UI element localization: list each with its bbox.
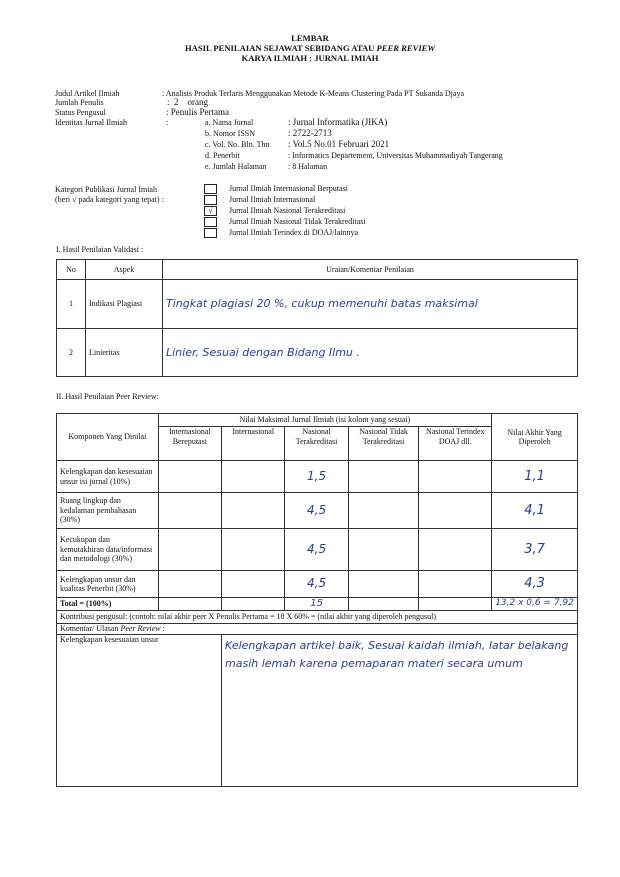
komentar-header: Komentar/ Ulasan Peer Review : [57, 624, 578, 635]
cell-empty [158, 493, 221, 529]
kategori-option-label: Jurnal Ilmiah Nasional Terakreditasi [229, 206, 346, 215]
akhir-header: Nilai Akhir Yang Diperoleh [492, 414, 578, 461]
status-value: : Penulis Pertama [166, 107, 229, 117]
cell-empty [158, 461, 221, 493]
row-akhir: 4,1 [492, 493, 578, 529]
row-akhir: 3,7 [492, 529, 578, 571]
judul-label: Judul Artikel Ilmiah [55, 89, 120, 98]
kategori-option-5[interactable] [204, 228, 358, 238]
kategori-label-2: (beri √ pada kategori yang tepat) : [55, 195, 164, 204]
cell-empty [419, 493, 492, 529]
row-no: 2 [57, 328, 86, 376]
identitas-colon: : [166, 118, 169, 127]
field-value-halaman: : 8 Halaman [288, 162, 328, 171]
sub-nasional-terindex: Nasional Terindex DOAJ dll. [419, 427, 492, 461]
komponen-header: Komponen Yang Dinilai [57, 414, 159, 461]
validasi-heading: I. Hasil Penilaian Validasi : [56, 245, 144, 254]
kategori-option-label: Jurnal Ilmiah Terindex di DOAJ/lainnya [229, 228, 359, 237]
identitas-label: Identitas Jurnal Ilmiah [55, 118, 127, 127]
kategori-option-label: Jurnal Ilmiah Internasional [229, 195, 316, 204]
row-komponen: Ruang lingkup dan kedalaman pembahasan (30%) [57, 493, 159, 529]
review-table [56, 413, 578, 787]
cell-empty [158, 529, 221, 571]
row-nasional: 4,5 [285, 529, 348, 571]
kategori-option-label: Jurnal Ilmiah Internasional Berputasi [229, 184, 348, 193]
kategori-option-4[interactable] [204, 217, 366, 227]
field-label-penerbit: d. Penerbit [205, 151, 240, 160]
review-heading: II. Hasil Penilaian Peer Review: [56, 392, 159, 401]
field-value-penerbit: : Informatics Departement, Universitas Muhammadiyah Tangerang [288, 151, 503, 160]
cell-empty [348, 529, 419, 571]
cell-empty [158, 571, 221, 598]
table-row [57, 461, 578, 493]
col-aspek-header: Aspek [86, 260, 163, 280]
checkbox[interactable] [204, 228, 217, 238]
cell-empty [222, 529, 285, 571]
row-komponen: Kelengkapan dan kesesuaian unsur isi jurnal (10%) [57, 461, 159, 493]
table-row [57, 328, 578, 376]
cell-empty [348, 461, 419, 493]
header-line-1: LEMBAR [291, 33, 329, 43]
cell-empty [348, 571, 419, 598]
row-akhir: 1,1 [492, 461, 578, 493]
header-line-3: KARYA ILMIAH : JURNAL IMIAH [241, 53, 379, 63]
nilai-header: Nilai Maksimal Jurnal Ilmiah (isi kolom yang sesuai) [158, 414, 492, 427]
row-akhir: 4,3 [492, 571, 578, 598]
cell-empty [222, 571, 285, 598]
checkbox-checked[interactable]: √ [204, 206, 217, 216]
row-comment: Linier, Sesuai dengan Bidang Ilmu . [163, 328, 578, 376]
sub-nasional-terakreditasi: Nasional Terakreditasi [285, 427, 348, 461]
row-komponen: Kelengkapan unsur dan kualitas Penerbit (30%) [57, 571, 159, 598]
row-nasional: 1,5 [285, 461, 348, 493]
total-row [57, 598, 578, 611]
row-nasional: 4,5 [285, 493, 348, 529]
total-nasional: 15 [285, 598, 348, 611]
field-value-vol: : Vol.5 No.01 Februari 2021 [288, 139, 390, 149]
kategori-option-1[interactable] [204, 184, 348, 194]
kategori-option-label: Jurnal Ilmiah Nasional Tidak Terakreditasi [229, 217, 366, 226]
judul-value: : Analisis Produk Terlaris Menggunakan Metode K-Means Clustering Pada PT Sukanda Djaya [162, 89, 464, 98]
kategori-label-1: Kategori Publikasi Jurnal Imiah [55, 185, 157, 194]
kontribusi-text: Kontribusi pengusul: (contoh: nilai akhir peer X Penulis Pertama = 18 X 60% = (nilai akhir yang diperoleh pengusul) [57, 611, 578, 624]
col-no-header: No [57, 260, 86, 280]
jumlah-value: : 2 orang [167, 97, 208, 107]
field-label-halaman: e. Jumlah Halaman [205, 162, 267, 171]
komentar-text: Kelengkapan artikel baik, Sesuai kaidah ilmiah, latar belakang masih lemah karena pemaparan materi secara umum [222, 634, 578, 786]
header-line-2: HASIL PENILAIAN SEJAWAT SEBIDANG ATAU PEER REVIEW [184, 43, 436, 53]
table-row [57, 280, 578, 328]
cell-empty [419, 461, 492, 493]
checkbox[interactable] [204, 195, 217, 205]
field-value-issn: : 2722-2713 [288, 128, 332, 138]
jumlah-label: Jumlah Penulis [55, 98, 104, 107]
cell-empty [419, 598, 492, 611]
cell-empty [419, 529, 492, 571]
cell-empty [222, 493, 285, 529]
sub-nasional-tidak-terakreditasi: Nasional Tidak Terakreditasi [348, 427, 419, 461]
cell-empty [419, 571, 492, 598]
komentar-label: Kelengkapan kesesuaian unsur [57, 634, 222, 786]
row-no: 1 [57, 280, 86, 328]
table-row [57, 493, 578, 529]
status-label: Status Pengusul [55, 108, 106, 117]
field-label-issn: b. Nomor ISSN [205, 129, 256, 138]
row-komponen: Kecukupan dan kemutakhiran data/informasi dan metodologi (30%) [57, 529, 159, 571]
field-label-vol: c. Vol. No. Bln. Thn [205, 140, 270, 149]
row-comment: Tingkat plagiasi 20 %, cukup memenuhi batas maksimal [163, 280, 578, 328]
row-nasional: 4,5 [285, 571, 348, 598]
checkbox[interactable] [204, 217, 217, 227]
sub-internasional: Internasional [222, 427, 285, 461]
total-akhir: 13,2 x 0,6 = 7,92 [492, 598, 578, 611]
total-label: Total = (100%) [57, 598, 159, 611]
table-row [57, 571, 578, 598]
cell-empty [222, 461, 285, 493]
kategori-option-2[interactable] [204, 195, 315, 205]
col-uraian-header: Uraian/Komentar Penilaian [163, 260, 578, 280]
field-label-nama: a. Nama Jurnal [205, 118, 254, 127]
cell-empty [348, 598, 419, 611]
field-value-nama: : Jurnal Informatika (JIKA) [288, 117, 388, 127]
table-row [57, 529, 578, 571]
sub-internasional-bereputasi: Internasional Bereputasi [158, 427, 221, 461]
kategori-option-3[interactable] [204, 206, 345, 216]
row-aspek: Indikasi Plagiasi [86, 280, 163, 328]
cell-empty [158, 598, 221, 611]
row-aspek: Linieritas [86, 328, 163, 376]
cell-empty [348, 493, 419, 529]
checkbox[interactable] [204, 184, 217, 194]
cell-empty [222, 598, 285, 611]
validasi-table [56, 259, 578, 377]
